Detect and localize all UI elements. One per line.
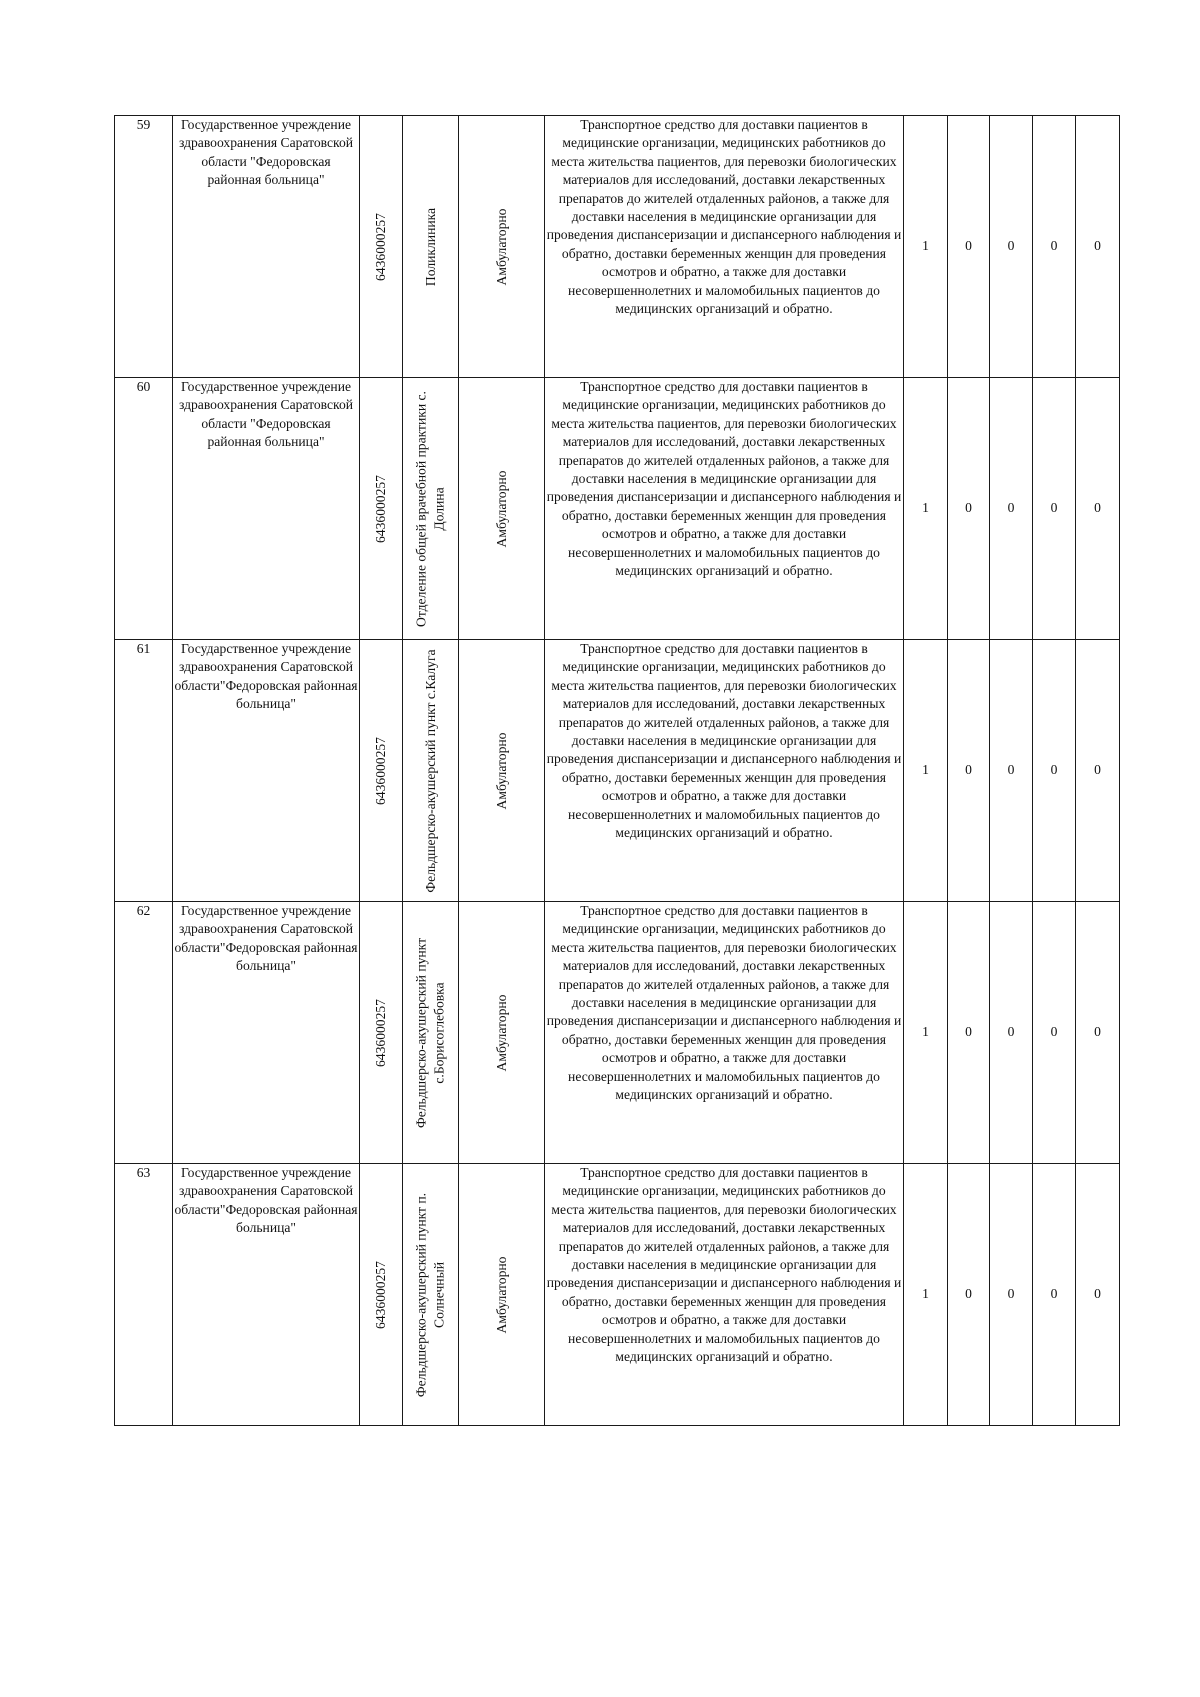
table-row xyxy=(115,902,1120,1164)
inn-cell xyxy=(360,378,403,640)
description-cell: Транспортное средство для доставки пациентов в медицинские организации, медицинских работников до места жительства пациентов, для перевозки биологических материалов для исследований, доставки лекарственных препаратов до жителей отдаленных районов, а также для доставки населения в медицинские организации для проведения диспансеризации и диспансерного наблюдения и обратно, доставки беременных женщин для проведения осмотров и обратно, а также для доставки несовершеннолетних и маломобильных пациентов до медицинских организаций и обратно. xyxy=(545,1164,904,1426)
value-cell-5: 0 xyxy=(1076,116,1120,378)
inn-cell xyxy=(360,116,403,378)
inn-cell xyxy=(360,1164,403,1426)
value-cell-4: 0 xyxy=(1033,902,1076,1164)
unit-text: Отделение общей врачебной практики с. Долина xyxy=(413,390,447,627)
value-cell-3: 0 xyxy=(990,1164,1033,1426)
inn-text: 6436000257 xyxy=(372,212,388,281)
row-number-cell: 60 xyxy=(115,378,173,640)
description-cell: Транспортное средство для доставки пациентов в медицинские организации, медицинских работников до места жительства пациентов, для перевозки биологических материалов для исследований, доставки лекарственных препаратов до жителей отдаленных районов, а также для доставки населения в медицинские организации для проведения диспансеризации и диспансерного наблюдения и обратно, доставки беременных женщин для проведения осмотров и обратно, а также для доставки несовершеннолетних и маломобильных пациентов до медицинских организаций и обратно. xyxy=(545,902,904,1164)
inn-text: 6436000257 xyxy=(372,1260,388,1329)
care-mode-cell xyxy=(459,116,545,378)
value-cell-1: 1 xyxy=(904,378,948,640)
table-row xyxy=(115,640,1120,902)
care-mode-cell xyxy=(459,378,545,640)
value-cell-3: 0 xyxy=(990,116,1033,378)
row-number-cell: 62 xyxy=(115,902,173,1164)
value-cell-2: 0 xyxy=(948,902,990,1164)
unit-text: Фельдшерско-акушерский пункт с.Калуга xyxy=(422,648,438,893)
organization-cell: Государственное учреждение здравоохранения Саратовской области"Федоровская районная больница" xyxy=(173,1164,360,1426)
value-cell-1: 1 xyxy=(904,1164,948,1426)
description-cell: Транспортное средство для доставки пациентов в медицинские организации, медицинских работников до места жительства пациентов, для перевозки биологических материалов для исследований, доставки лекарственных препаратов до жителей отдаленных районов, а также для доставки населения в медицинские организации для проведения диспансеризации и диспансерного наблюдения и обратно, доставки беременных женщин для проведения осмотров и обратно, а также для доставки несовершеннолетних и маломобильных пациентов до медицинских организаций и обратно. xyxy=(545,116,904,378)
value-cell-5: 0 xyxy=(1076,378,1120,640)
organization-cell: Государственное учреждение здравоохранения Саратовской области"Федоровская районная больница" xyxy=(173,640,360,902)
value-cell-4: 0 xyxy=(1033,378,1076,640)
table-row xyxy=(115,1164,1120,1426)
value-cell-4: 0 xyxy=(1033,640,1076,902)
description-cell: Транспортное средство для доставки пациентов в медицинские организации, медицинских работников до места жительства пациентов, для перевозки биологических материалов для исследований, доставки лекарственных препаратов до жителей отдаленных районов, а также для доставки населения в медицинские организации для проведения диспансеризации и диспансерного наблюдения и обратно, доставки беременных женщин для проведения осмотров и обратно, а также для доставки несовершеннолетних и маломобильных пациентов до медицинских организаций и обратно. xyxy=(545,378,904,640)
value-cell-2: 0 xyxy=(948,640,990,902)
care-mode-cell xyxy=(459,902,545,1164)
inn-text: 6436000257 xyxy=(372,736,388,805)
care-mode-cell xyxy=(459,640,545,902)
care-mode-text: Амбулаторно xyxy=(493,994,509,1071)
value-cell-5: 0 xyxy=(1076,1164,1120,1426)
value-cell-1: 1 xyxy=(904,902,948,1164)
value-cell-5: 0 xyxy=(1076,640,1120,902)
medical-transport-table xyxy=(114,115,1120,1426)
value-cell-1: 1 xyxy=(904,640,948,902)
value-cell-3: 0 xyxy=(990,378,1033,640)
row-number-cell: 63 xyxy=(115,1164,173,1426)
value-cell-1: 1 xyxy=(904,116,948,378)
value-cell-3: 0 xyxy=(990,902,1033,1164)
table-row xyxy=(115,378,1120,640)
row-number-cell: 59 xyxy=(115,116,173,378)
description-cell: Транспортное средство для доставки пациентов в медицинские организации, медицинских работников до места жительства пациентов, для перевозки биологических материалов для исследований, доставки лекарственных препаратов до жителей отдаленных районов, а также для доставки населения в медицинские организации для проведения диспансеризации и диспансерного наблюдения и обратно, доставки беременных женщин для проведения осмотров и обратно, а также для доставки несовершеннолетних и маломобильных пациентов до медицинских организаций и обратно. xyxy=(545,640,904,902)
unit-cell xyxy=(403,378,459,640)
organization-cell: Государственное учреждение здравоохранения Саратовской области"Федоровская районная больница" xyxy=(173,902,360,1164)
care-mode-text: Амбулаторно xyxy=(493,732,509,809)
value-cell-2: 0 xyxy=(948,378,990,640)
unit-cell xyxy=(403,902,459,1164)
value-cell-3: 0 xyxy=(990,640,1033,902)
inn-text: 6436000257 xyxy=(372,474,388,543)
organization-cell: Государственное учреждение здравоохранения Саратовской области "Федоровская районная больница" xyxy=(173,116,360,378)
table-row xyxy=(115,116,1120,378)
unit-text: Фельдшерско-акушерский пункт п. Солнечный xyxy=(413,1192,447,1397)
value-cell-2: 0 xyxy=(948,116,990,378)
inn-text: 6436000257 xyxy=(372,998,388,1067)
value-cell-4: 0 xyxy=(1033,1164,1076,1426)
organization-cell: Государственное учреждение здравоохранения Саратовской области "Федоровская районная больница" xyxy=(173,378,360,640)
value-cell-4: 0 xyxy=(1033,116,1076,378)
care-mode-text: Амбулаторно xyxy=(493,470,509,547)
unit-text: Фельдшерско-акушерский пункт с.Борисоглебовка xyxy=(413,937,447,1128)
unit-cell xyxy=(403,640,459,902)
care-mode-text: Амбулаторно xyxy=(493,1256,509,1333)
row-number-cell: 61 xyxy=(115,640,173,902)
care-mode-text: Амбулаторно xyxy=(493,208,509,285)
inn-cell xyxy=(360,640,403,902)
unit-cell xyxy=(403,116,459,378)
inn-cell xyxy=(360,902,403,1164)
value-cell-2: 0 xyxy=(948,1164,990,1426)
value-cell-5: 0 xyxy=(1076,902,1120,1164)
unit-text: Поликлиника xyxy=(422,207,438,286)
unit-cell xyxy=(403,1164,459,1426)
care-mode-cell xyxy=(459,1164,545,1426)
